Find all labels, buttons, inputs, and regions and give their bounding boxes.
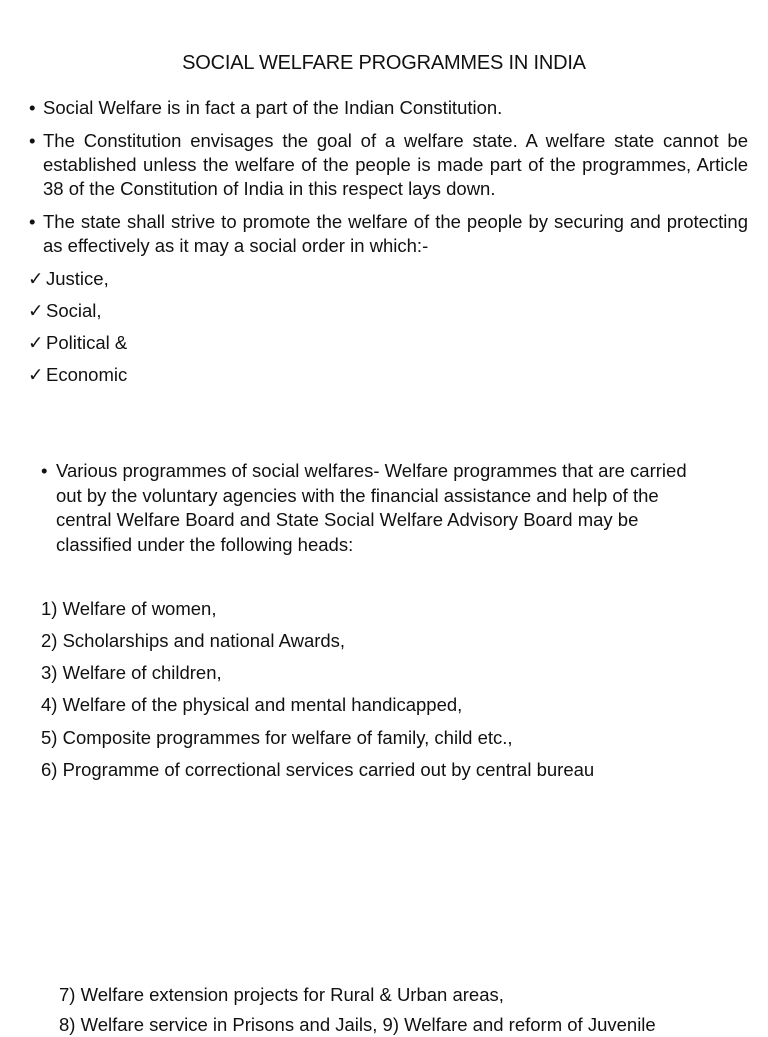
programme-item: 3) Welfare of children,: [41, 662, 222, 683]
programme-item: 8) Welfare service in Prisons and Jails, 9) Welfare and reform of Juvenile: [59, 1014, 656, 1035]
bullet-dot: •: [29, 211, 36, 232]
programme-item: 5) Composite programmes for welfare of family, child etc.,: [41, 727, 513, 748]
bullet-item: [29, 96, 748, 120]
programme-item: 6) Programme of correctional services carried out by central bureau: [41, 759, 595, 780]
check-item: [28, 299, 102, 323]
checkmark-icon: ✓: [28, 300, 44, 321]
bullet-text: The Constitution envisages the goal of a welfare state. A welfare state cannot be established unless the welfare of the people is made part of the programmes, Article 38 of the Constitution of India in this respect lays down.: [43, 130, 748, 199]
programmes-intro-text: Various programmes of social welfares- Welfare programmes that are carried out by the voluntary agencies with the financial assistance and help of the central Welfare Board and State Social Welfare Advisory Board may be classified under the following heads:: [56, 460, 687, 555]
checkmark-icon: ✓: [28, 332, 44, 353]
checkmark-icon: ✓: [28, 268, 44, 289]
programme-item: 1) Welfare of women,: [41, 598, 217, 619]
check-text: Political &: [46, 332, 128, 353]
bullet-item: [29, 210, 748, 258]
checkmark-icon: ✓: [28, 364, 44, 385]
bullet-dot: •: [29, 97, 36, 118]
programme-item: 2) Scholarships and national Awards,: [41, 630, 346, 651]
check-text: Social,: [46, 300, 102, 321]
page-title: SOCIAL WELFARE PROGRAMMES IN INDIA: [182, 52, 586, 74]
check-text: Economic: [46, 364, 128, 385]
check-item: [28, 363, 127, 387]
check-item: [28, 331, 127, 355]
check-text: Justice,: [46, 268, 109, 289]
bullet-text: The state shall strive to promote the welfare of the people by securing and protecting as effectively as it may a social order in which:-: [43, 211, 748, 256]
bullet-item: [29, 129, 748, 201]
programmes-intro: [41, 459, 711, 557]
check-item: [28, 267, 109, 291]
programme-item: 4) Welfare of the physical and mental handicapped,: [41, 694, 463, 715]
programme-item: 7) Welfare extension projects for Rural & Urban areas,: [59, 984, 504, 1005]
bullet-dot: •: [29, 130, 36, 151]
bullet-text: Social Welfare is in fact a part of the Indian Constitution.: [43, 97, 503, 118]
bullet-dot: •: [41, 460, 48, 481]
